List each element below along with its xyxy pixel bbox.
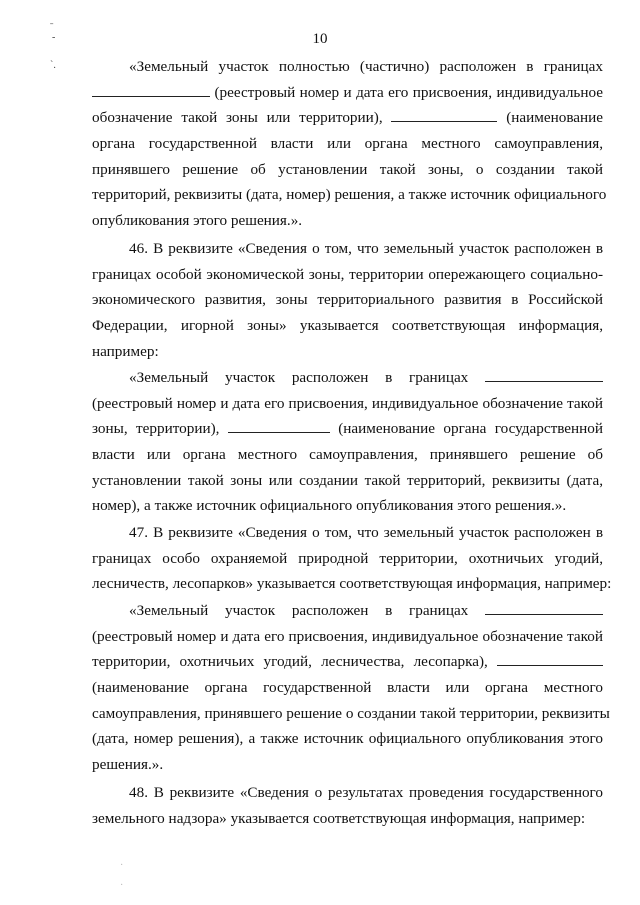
text-line: органа государственной власти или органа местного самоуправления,: [92, 135, 603, 153]
text-line: 47. В реквизите «Сведения о том, что земельный участок расположен в: [129, 524, 603, 541]
text-fragment: «Земельный участок расположен в границах: [129, 369, 469, 386]
blank-field: [485, 369, 603, 382]
text-line: лесничеств, лесопарков» указывается соответствующая информация, например:: [92, 575, 612, 593]
text-line: (наименование органа государственной власти или органа местного: [92, 679, 603, 697]
scan-mark: `.: [50, 60, 56, 71]
text-fragment: территории, охотничьих угодий, лесничества, лесопарка),: [92, 653, 488, 671]
scan-mark: ·: [120, 880, 124, 891]
blank-field: [228, 420, 330, 433]
text-line: Федерации, игорной зоны» указывается соответствующая информация,: [92, 317, 603, 335]
text-line: 46. В реквизите «Сведения о том, что земельный участок расположен в: [129, 240, 603, 257]
text-line: самоуправления, принявшего решение о создании такой территории, реквизиты: [92, 704, 610, 722]
text-line: [92, 365, 603, 391]
text-line: власти или органа местного самоуправления, принявшего решение об: [92, 446, 603, 464]
text-line: принявшего решение об установлении такой зоны, о создании такой: [92, 160, 603, 178]
scan-mark: ·: [120, 860, 124, 871]
text-line: границах особой экономической зоны, территории опережающего социально-: [92, 265, 603, 283]
text-fragment: (наименование органа государственной: [338, 420, 604, 438]
text-line: [92, 80, 603, 106]
text-line: [92, 105, 603, 131]
text-fragment: (реестровый номер и дата его присвоения, индивидуальное: [214, 83, 603, 101]
text-line: [92, 598, 603, 624]
text-line: экономического развития, зоны территориального развития в Российской: [92, 291, 603, 309]
paragraph-47-example: [92, 598, 610, 778]
text-fragment: зоны, территории),: [92, 420, 220, 438]
text-line: установлении такой зоны или создании такой территорий, реквизиты (дата,: [92, 471, 603, 489]
text-line: решения.».: [92, 756, 164, 774]
blank-field: [391, 109, 497, 122]
text-line: [92, 649, 603, 675]
text-fragment: «Земельный участок расположен в границах: [129, 602, 469, 619]
paragraph-48: [92, 780, 603, 831]
blank-field: [485, 602, 603, 615]
text-line: номер), а также источник официального опубликования этого решения.».: [92, 497, 567, 515]
blank-field: [497, 653, 603, 666]
paragraph-47: [92, 520, 612, 597]
page-number: 10: [312, 31, 328, 47]
text-line: опубликования этого решения.».: [92, 212, 303, 230]
text-line: (реестровый номер и дата его присвоения, индивидуальное обозначение такой: [92, 627, 603, 645]
text-line: (дата, номер решения), а также источник официального опубликования этого: [92, 730, 603, 748]
text-line: 48. В реквизите «Сведения о результатах проведения государственного: [129, 784, 603, 801]
scan-mark: ˉ: [50, 22, 54, 33]
blank-field: [92, 84, 210, 97]
scan-mark: -: [52, 32, 56, 43]
text-line: [92, 416, 603, 442]
text-line: территорий, реквизиты (дата, номер) решения, а также источник официального: [92, 186, 607, 204]
text-line: (реестровый номер и дата его присвоения, индивидуальное обозначение такой: [92, 394, 603, 412]
text-fragment: обозначение такой зоны или территории),: [92, 109, 383, 127]
text-line: земельного надзора» указывается соответствующая информация, например:: [92, 809, 586, 827]
paragraph-46-example: [92, 365, 603, 519]
text-line: «Земельный участок полностью (частично) расположен в границах: [129, 58, 603, 75]
paragraph-quote-zone: [92, 54, 607, 234]
paragraph-46: [92, 236, 603, 364]
text-line: границах особо охраняемой природной территории, охотничьих угодий,: [92, 549, 603, 567]
text-fragment: (наименование: [506, 109, 604, 127]
text-line: например:: [92, 342, 159, 360]
